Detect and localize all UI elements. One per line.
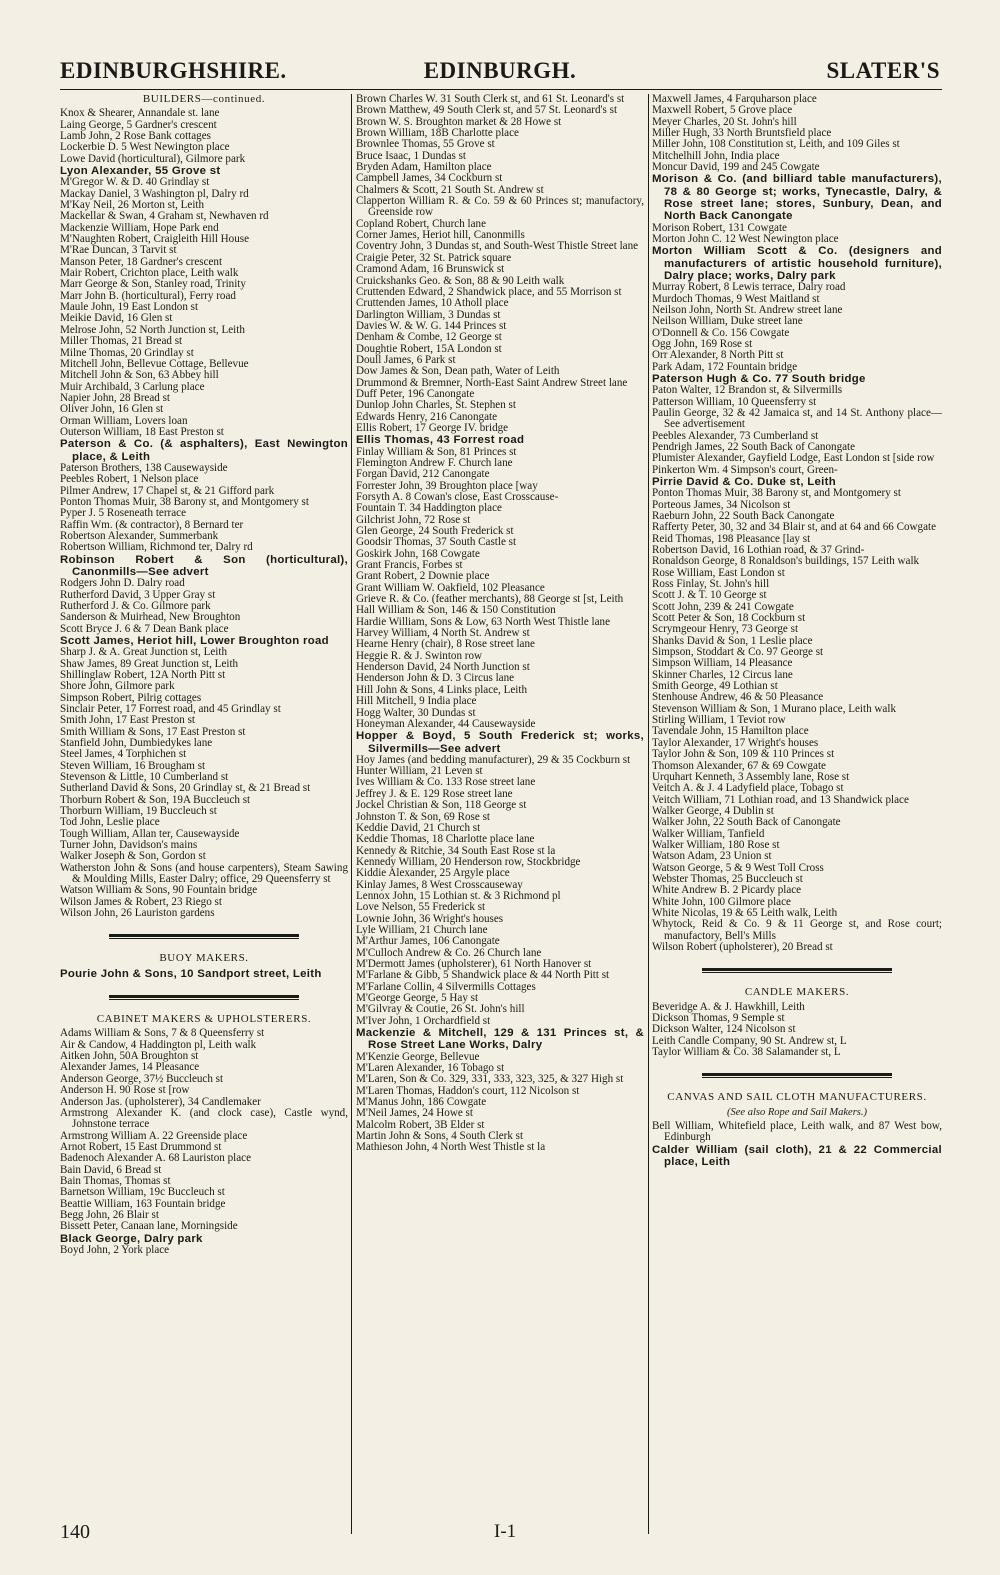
directory-entry: Moncur David, 199 and 245 Cowgate — [652, 161, 820, 174]
directory-entry-featured: Morton William Scott & Co. (designers and manufacturers of artistic household furniture), Dalry place; works, Dalry park — [652, 245, 942, 282]
directory-entry: Mair Robert, Crichton place, Leith walk — [60, 267, 239, 280]
directory-entry: Reid Thomas, 198 Pleasance [lay st — [652, 532, 811, 545]
directory-entry: Bell William, Whitefield place, Leith walk, and 87 West bow, Edinburgh — [652, 1120, 942, 1144]
directory-entry: Mitchell John, Bellevue Cottage, Bellevue — [60, 357, 249, 370]
directory-entry: Bain Thomas, Thomas st — [60, 1174, 171, 1187]
directory-entry: Grant William W. Oakfield, 102 Pleasance — [356, 581, 545, 594]
directory-entry: Dunlop John Charles, St. Stephen st — [356, 399, 516, 412]
directory-entry: Simpson, Stoddart & Co. 97 George st — [652, 646, 824, 659]
directory-entry: Robertson David, 16 Lothian road, & 37 Grind- — [652, 543, 865, 556]
directory-entry: Beveridge A. & J. Hawkhill, Leith — [652, 1000, 805, 1013]
directory-entry: Thorburn William, 19 Buccleuch st — [60, 805, 217, 818]
directory-entry: M'Laren, Son & Co. 329, 331, 333, 323, 325, & 327 High st — [356, 1073, 624, 1086]
header-right: SLATER'S — [826, 58, 940, 83]
directory-entry: Doull James, 6 Park st — [356, 353, 456, 366]
directory-entry: Duff Peter, 196 Canongate — [356, 387, 475, 400]
section-divider — [109, 934, 299, 939]
directory-entry: White John, 100 Gilmore place — [652, 895, 791, 908]
directory-entry: Watherston John & Sons (and house carpenters), Steam Sawing & Moulding Mills, Easter Dalry; office, 29 Queensferry st — [60, 861, 348, 886]
directory-entry: Mackay Daniel, 3 Washington pl, Dalry rd — [60, 187, 249, 200]
directory-entry: Forgan David, 212 Canongate — [356, 468, 490, 481]
directory-entry: Stevenson William & Son, 1 Murano place, Leith walk — [652, 702, 896, 715]
directory-entry: O'Donnell & Co. 156 Cowgate — [652, 326, 790, 339]
directory-entry: Ponton Thomas Muir, 38 Barony st, and Montgomery st — [60, 495, 309, 508]
directory-entry: Orman William, Lovers loan — [60, 414, 188, 427]
directory-entry: Kennedy William, 20 Henderson row, Stockbridge — [356, 855, 581, 868]
directory-entry: Johnston T. & Son, 69 Rose st — [356, 810, 490, 823]
directory-entry: M'Dermott James (upholsterer), 61 North Hanover st — [356, 957, 592, 970]
directory-entry: Heggie R. & J. Swinton row — [356, 649, 483, 662]
directory-entry: Scott John, 239 & 241 Cowgate — [652, 600, 794, 613]
directory-entry: Walker Joseph & Son, Gordon st — [60, 850, 206, 863]
directory-entry: Plumister Alexander, Gayfield Lodge, East London st [side row — [652, 452, 935, 465]
directory-entry: Hearne Henry (chair), 8 Rose street lane — [356, 638, 535, 651]
directory-entry: White Nicolas, 19 & 65 Leith walk, Leith — [652, 906, 838, 919]
directory-entry: Pendrigh James, 22 South Back of Canongate — [652, 440, 856, 453]
directory-entry: Lockerbie D. 5 West Newington place — [60, 141, 230, 154]
directory-entry: Harvey William, 4 North St. Andrew st — [356, 627, 530, 640]
directory-entry: Henderson John & D. 3 Circus lane — [356, 672, 515, 685]
directory-entry: Miller Thomas, 21 Bread st — [60, 335, 183, 348]
directory-entry: Veitch A. & J. 4 Ladyfield place, Tobago st — [652, 782, 844, 795]
directory-entry: Melrose John, 52 North Junction st, Leith — [60, 323, 245, 336]
directory-entry: Shillinglaw Robert, 12A North Pitt st — [60, 668, 226, 681]
directory-entry: Boyd John, 2 York place — [60, 1243, 170, 1256]
directory-entry: Thorburn Robert & Son, 19A Buccleuch st — [60, 793, 251, 806]
directory-entry: Ronaldson George, 8 Ronaldson's buildings, 157 Leith walk — [652, 555, 920, 568]
directory-entry: Brown Matthew, 49 South Clerk st, and 57 St. Leonard's st — [356, 104, 618, 117]
directory-entry: Mitchelhill John, India place — [652, 149, 780, 162]
directory-entry: Leith Candle Company, 90 St. Andrew st, L — [652, 1034, 847, 1047]
directory-entry: Wilson John, 26 Lauriston gardens — [60, 907, 215, 920]
directory-entry: Flemington Andrew F. Church lane — [356, 456, 513, 469]
directory-entry: Raffin Wm. (& contractor), 8 Bernard ter — [60, 518, 244, 531]
directory-entry: Simpson Robert, Pilrig cottages — [60, 691, 202, 704]
directory-entry: Robertson William, Richmond ter, Dalry rd — [60, 541, 253, 554]
directory-entry: Adams William & Sons, 7 & 8 Queensferry st — [60, 1027, 265, 1040]
directory-entry: Bryden Adam, Hamilton place — [356, 161, 492, 174]
directory-entry: Whytock, Reid & Co. 9 & 11 George st, and Rose court; manufactory, Bell's Mills — [652, 918, 942, 942]
directory-entry: Park Adam, 172 Fountain bridge — [652, 360, 798, 373]
directory-entry: Shanks David & Son, 1 Leslie place — [652, 634, 813, 647]
column-rule — [351, 94, 352, 1534]
directory-entry: Chalmers & Scott, 21 South St. Andrew st — [356, 183, 544, 196]
directory-entry: Outerson William, 18 East Preston st — [60, 425, 224, 438]
directory-entry: Meyer Charles, 20 St. John's hill — [652, 115, 797, 128]
directory-entry: Keddie Thomas, 18 Charlotte place lane — [356, 833, 535, 846]
directory-entry: Armstrong William A. 22 Greenside place — [60, 1129, 248, 1142]
directory-entry: Beattie William, 163 Fountain bridge — [60, 1197, 226, 1210]
directory-entry: M'George George, 5 Hay st — [356, 992, 479, 1005]
directory-entry: Martin John & Sons, 4 South Clerk st — [356, 1130, 524, 1143]
directory-entry: Hill Mitchell, 9 India place — [356, 695, 477, 708]
directory-entry: Mackenzie William, Hope Park end — [60, 221, 219, 234]
directory-entry: Smith William & Sons, 17 East Preston st — [60, 725, 246, 738]
directory-entry: Grant Robert, 2 Downie place — [356, 570, 490, 583]
directory-entry: Rutherford David, 3 Upper Gray st — [60, 588, 216, 601]
directory-entry: Arnot Robert, 15 East Drummond st — [60, 1140, 222, 1153]
directory-entry-featured: Mackenzie & Mitchell, 129 & 131 Princes st, & Rose Street Lane Works, Dalry — [356, 1027, 644, 1052]
directory-entry-featured: Calder William (sail cloth), 21 & 22 Commercial place, Leith — [652, 1143, 942, 1169]
directory-entry: M'Manus John, 186 Cowgate — [356, 1096, 487, 1109]
directory-entry: Lownie John, 36 Wright's houses — [356, 912, 504, 925]
directory-entry: Milne Thomas, 20 Grindlay st — [60, 346, 194, 359]
directory-entry: Kinlay James, 8 West Crosscauseway — [356, 878, 523, 891]
directory-entry: Walker William, 180 Rose st — [652, 838, 780, 851]
directory-entry: Lamb John, 2 Rose Bank cottages — [60, 130, 211, 143]
directory-entry: Peebles Robert, 1 Nelson place — [60, 473, 199, 486]
directory-entry: M'Laren Thomas, Haddon's court, 112 Nicolson st — [356, 1084, 580, 1097]
directory-entry: Badenoch Alexander A. 68 Lauriston place — [60, 1152, 251, 1165]
directory-entry: Mathieson John, 4 North West Thistle st la — [356, 1141, 546, 1154]
directory-entry: Dow James & Son, Dean path, Water of Leith — [356, 365, 560, 378]
directory-entry: Lyle William, 21 Church lane — [356, 923, 488, 936]
directory-entry: Patterson William, 10 Queensferry st — [652, 395, 817, 408]
directory-entry: Doughtie Robert, 15A London st — [356, 342, 502, 355]
directory-entry: Brown W. S. Broughton market & 28 Howe st — [356, 115, 562, 128]
section-divider — [702, 1073, 892, 1078]
directory-entry: Stirling William, 1 Teviot row — [652, 714, 786, 727]
directory-entry: Skinner Charles, 12 Circus lane — [652, 668, 793, 681]
directory-entry: Smith John, 17 East Preston st — [60, 714, 195, 727]
directory-entry-featured: Scott James, Heriot hill, Lower Broughton road — [60, 634, 329, 647]
directory-entry: Brown Charles W. 31 South Clerk st, and 61 St. Leonard's st — [356, 93, 625, 105]
directory-entry: Henderson David, 24 North Junction st — [356, 661, 530, 674]
directory-entry: Neilson John, North St. Andrew street lane — [652, 303, 843, 316]
directory-entry: M'Gilvray & Coutie, 26 St. John's hill — [356, 1003, 525, 1016]
directory-entry: Keddie David, 21 Church st — [356, 821, 481, 834]
directory-entry: Porteous James, 34 Nicolson st — [652, 498, 791, 511]
directory-entry: Aitken John, 50A Broughton st — [60, 1050, 199, 1063]
directory-entry: Dickson Walter, 124 Nicolson st — [652, 1023, 796, 1036]
directory-entry: Kiddie Alexander, 25 Argyle place — [356, 867, 510, 880]
directory-entry-featured: Black George, Dalry park — [60, 1232, 203, 1245]
directory-entry: Fountain T. 34 Haddington place — [356, 502, 502, 515]
directory-entry: Craigie Peter, 32 St. Patrick square — [356, 251, 512, 264]
directory-entry: Hoy James (and bedding manufacturer), 29 & 35 Cockburn st — [356, 753, 631, 766]
directory-entry: Walker George, 4 Dublin st — [652, 804, 774, 817]
directory-entry: Morton John C. 12 West Newington place — [652, 232, 839, 245]
directory-entry: Cruttenden James, 10 Atholl place — [356, 297, 509, 310]
directory-entry: Urquhart Kenneth, 3 Assembly lane, Rose st — [652, 770, 850, 783]
directory-entry-featured: Pirrie David & Co. Duke st, Leith — [652, 475, 836, 488]
directory-entry: Shaw James, 89 Great Junction st, Leith — [60, 657, 239, 670]
directory-entry: Campbell James, 34 Cockburn st — [356, 172, 503, 185]
directory-entry: Marr George & Son, Stanley road, Trinity — [60, 278, 246, 291]
directory-entry: Robertson Alexander, Summerbank — [60, 529, 219, 542]
directory-entry: Mackellar & Swan, 4 Graham st, Newhaven rd — [60, 210, 269, 223]
section-heading: BUILDERS—continued. — [142, 93, 266, 105]
directory-entry: M'Rae Duncan, 3 Tarvit st — [60, 244, 177, 257]
column-3 — [652, 94, 942, 1168]
directory-entry: Kennedy & Ritchie, 34 South East Rose st la — [356, 844, 556, 857]
header-rule — [60, 89, 942, 90]
directory-entry: Anderson George, 37½ Buccleuch st — [60, 1072, 224, 1085]
section-heading: BUOY MAKERS. — [159, 952, 249, 965]
directory-entry: Gilchrist John, 72 Rose st — [356, 513, 471, 526]
directory-entry: M'Kay Neil, 26 Morton st, Leith — [60, 199, 205, 212]
directory-entry: M'Naughten Robert, Craigleith Hill House — [60, 233, 250, 246]
directory-entry: Oliver John, 16 Glen st — [60, 403, 164, 416]
directory-entry: Stenhouse Andrew, 46 & 50 Pleasance — [652, 691, 824, 704]
directory-entry: Begg John, 26 Blair st — [60, 1208, 159, 1221]
directory-entry: Honeyman Alexander, 44 Causewayside — [356, 717, 536, 730]
directory-entry: Goodsir Thomas, 37 South Castle st — [356, 536, 517, 549]
directory-entry: Hunter William, 21 Leven st — [356, 765, 483, 778]
directory-entry: Drummond & Bremner, North-East Saint Andrew Street lane — [356, 376, 628, 389]
directory-entry: Sharp J. & A. Great Junction st, Leith — [60, 646, 228, 659]
directory-entry: M'Neil James, 24 Howe st — [356, 1107, 473, 1120]
directory-entry: Sutherland David & Sons, 20 Grindlay st, & 21 Bread st — [60, 782, 311, 795]
directory-entry: M'Culloch Andrew & Co. 26 Church lane — [356, 946, 542, 959]
directory-entry: M'Kenzie George, Bellevue — [356, 1050, 480, 1063]
header-center: EDINBURGH. — [423, 58, 577, 83]
directory-entry: Darlington William, 3 Dundas st — [356, 308, 501, 321]
directory-entry-featured: Morison & Co. (and billiard table manufacturers), 78 & 80 George st; works, Tynecastle, Dalry, & Rose street lane; stores, Sunbury, Dean, and North Back Canongate — [652, 173, 942, 223]
directory-entry: Sinclair Peter, 17 Forrest road, and 45 Grindlay st — [60, 702, 281, 715]
directory-entry: Grieve R. & Co. (feather merchants), 88 George st [st, Leith — [356, 593, 624, 606]
directory-entry: Watson William & Sons, 90 Fountain bridge — [60, 884, 258, 897]
directory-entry: Armstrong Alexander K. (and clock case), Castle wynd, Johnstone terrace — [60, 1106, 348, 1131]
directory-entry: Manson Peter, 18 Gardner's crescent — [60, 255, 223, 268]
directory-entry: Goskirk John, 168 Cowgate — [356, 547, 480, 560]
directory-entry: Pinkerton Wm. 4 Simpson's court, Green- — [652, 463, 838, 476]
directory-entry: Jockel Christian & Son, 118 George st — [356, 799, 527, 812]
directory-entry: Dickson Thomas, 9 Semple st — [652, 1012, 785, 1025]
header-left: EDINBURGHSHIRE. — [60, 58, 287, 83]
directory-entry: Muir Archibald, 3 Carlung place — [60, 380, 205, 393]
section-divider — [109, 995, 299, 1000]
directory-entry: Laing George, 5 Gardner's crescent — [60, 118, 217, 131]
directory-entry: Hogg Walter, 30 Dundas st — [356, 706, 476, 719]
directory-entry: Knox & Shearer, Annandale st. lane — [60, 107, 220, 120]
directory-entry: Hardie William, Sons & Low, 63 North West Thistle lane — [356, 615, 610, 628]
directory-entry: Grant Francis, Forbes st — [356, 559, 463, 572]
directory-entry: Bruce Isaac, 1 Dundas st — [356, 149, 466, 162]
directory-entry: Corner James, Heriot hill, Canonmills — [356, 229, 525, 242]
directory-entry: Napier John, 28 Bread st — [60, 391, 170, 404]
directory-entry: Murdoch Thomas, 9 West Maitland st — [652, 292, 820, 305]
directory-entry: Tavendale John, 15 Hamilton place — [652, 725, 809, 738]
directory-entry: Taylor William & Co. 38 Salamander st, L — [652, 1046, 841, 1059]
directory-entry: M'Farlane & Gibb, 5 Shandwick place & 44 North Pitt st — [356, 969, 610, 982]
directory-entry: Glen George, 24 South Frederick st — [356, 525, 514, 538]
directory-entry: M'Farlane Collin, 4 Silvermills Cottages — [356, 980, 536, 993]
directory-entry: Morison Robert, 131 Cowgate — [652, 221, 787, 234]
directory-entry: Stanfield John, Dumbiedykes lane — [60, 736, 213, 749]
directory-entry: Lennox John, 15 Lothian st. & 3 Richmond pl — [356, 889, 561, 902]
directory-entry: M'Laren Alexander, 16 Tobago st — [356, 1061, 505, 1074]
directory-entry: Clapperton William R. & Co. 59 & 60 Princes st; manufactory, Greenside row — [356, 195, 644, 219]
section-heading: CANVAS AND SAIL CLOTH MANUFACTURERS. — [667, 1091, 927, 1104]
directory-entry: Wilson James & Robert, 23 Riego st — [60, 895, 222, 908]
directory-entry: Miller Hugh, 33 North Bruntsfield place — [652, 127, 832, 140]
directory-entry: Paterson Brothers, 138 Causewayside — [60, 461, 228, 474]
section-heading: CABINET MAKERS & UPHOLSTERERS. — [96, 1013, 312, 1026]
directory-entry: Forrester John, 39 Broughton place [way — [356, 479, 538, 492]
directory-entry: Barnetson William, 19c Buccleuch st — [60, 1186, 225, 1199]
directory-entry: Sanderson & Muirhead, New Broughton — [60, 611, 241, 624]
directory-entry: Lowe David (horticultural), Gilmore park — [60, 152, 246, 165]
directory-entry: Marr John B. (horticultural), Ferry road — [60, 289, 236, 302]
directory-entry: White Andrew B. 2 Picardy place — [652, 884, 802, 897]
directory-entry: Bissett Peter, Canaan lane, Morningside — [60, 1220, 238, 1233]
directory-entry: Copland Robert, Church lane — [356, 217, 487, 230]
directory-entry: Davies W. & W. G. 144 Princes st — [356, 319, 507, 332]
directory-entry: Cruttenden Edward, 2 Shandwick place, and 55 Morrison st — [356, 285, 622, 298]
directory-entry: Wilson Robert (upholsterer), 20 Bread st — [652, 941, 833, 954]
directory-entry-featured: Hopper & Boyd, 5 South Frederick st; works, Silvermills—See advert — [356, 730, 644, 755]
directory-entry-featured: Robinson Robert & Son (horticultural), Canonmills—See advert — [60, 553, 348, 578]
directory-entry: M'Gregor W. & D. 40 Grindlay st — [60, 176, 210, 189]
directory-entry: M'Arthur James, 106 Canongate — [356, 935, 500, 948]
directory-entry: Simpson William, 14 Pleasance — [652, 657, 793, 670]
directory-entry: Watson Adam, 23 Union st — [652, 850, 772, 863]
directory-entry: Ross Finlay, St. John's hill — [652, 578, 770, 591]
directory-entry: Scott J. & T. 10 George st — [652, 589, 767, 602]
directory-entry: Orr Alexander, 8 North Pitt st — [652, 349, 784, 362]
directory-entry: Denham & Combe, 12 George st — [356, 331, 502, 344]
directory-entry: Bain David, 6 Bread st — [60, 1163, 162, 1176]
directory-entry: Tod John, Leslie place — [60, 816, 160, 829]
directory-entry: Pyper J. 5 Roseneath terrace — [60, 507, 186, 520]
directory-entry: Turner John, Davidson's mains — [60, 839, 198, 852]
directory-entry-featured: Lyon Alexander, 55 Grove st — [60, 165, 221, 178]
directory-entry: Jeffrey J. & E. 129 Rose street lane — [356, 787, 513, 800]
directory-entry: Shore John, Gilmore park — [60, 680, 175, 693]
directory-entry: Taylor Alexander, 17 Wright's houses — [652, 736, 819, 749]
column-2 — [356, 94, 644, 1154]
directory-entry: Taylor John & Son, 109 & 110 Princes st — [652, 748, 835, 761]
directory-entry: Maxwell Robert, 5 Grove place — [652, 104, 793, 117]
directory-entry: Cramond Adam, 16 Brunswick st — [356, 263, 505, 276]
directory-entry: Rutherford J. & Co. Gilmore park — [60, 599, 211, 612]
directory-entry: Ogg John, 169 Rose st — [652, 337, 753, 350]
directory-entry: Meikie David, 16 Glen st — [60, 312, 173, 325]
directory-entry: Tough William, Allan ter, Causewayside — [60, 827, 240, 840]
directory-entry: Mitchell John & Son, 63 Abbey hill — [60, 369, 219, 382]
directory-entry: Hall William & Son, 146 & 150 Constitution — [356, 604, 556, 617]
directory-entry-featured: Paterson & Co. (& asphalters), East Newington place, & Leith — [60, 438, 348, 463]
directory-entry: Cruickshanks Geo. & Son, 88 & 90 Leith walk — [356, 274, 565, 287]
directory-entry: Edwards Henry, 216 Canongate — [356, 410, 497, 423]
directory-entry: Coventry John, 3 Dundas st, and South-West Thistle Street lane — [356, 240, 639, 253]
directory-entry: Smith George, 49 Lothian st — [652, 680, 778, 693]
directory-entry: Webster Thomas, 25 Buccleuch st — [652, 872, 803, 885]
directory-entry: Finlay William & Son, 81 Princes st — [356, 445, 517, 458]
directory-entry: Miller John, 108 Constitution st, Leith, and 109 Giles st — [652, 138, 900, 151]
directory-entry: Scott Peter & Son, 18 Cockburn st — [652, 612, 806, 625]
directory-entry: Maxwell James, 4 Farquharson place — [652, 93, 817, 105]
directory-entry: Murray Robert, 8 Lewis terrace, Dalry road — [652, 281, 846, 294]
page-number: 140 — [60, 1521, 90, 1543]
directory-entry: Air & Candow, 4 Haddington pl, Leith walk — [60, 1038, 257, 1051]
directory-entry: Walker John, 22 South Back of Canongate — [652, 816, 841, 829]
section-heading: CANDLE MAKERS. — [744, 986, 850, 999]
directory-entry: Steven William, 16 Brougham st — [60, 759, 206, 772]
directory-entry: Stevenson & Little, 10 Cumberland st — [60, 771, 229, 783]
section-divider — [702, 968, 892, 973]
directory-entry: Steel James, 4 Torphichen st — [60, 748, 187, 761]
directory-entry: Watson George, 5 & 9 West Toll Cross — [652, 861, 824, 874]
directory-entry: Veitch William, 71 Lothian road, and 13 Shandwick place — [652, 793, 909, 806]
directory-entry: Rose William, East London st — [652, 566, 785, 579]
directory-entry: Rodgers John D. Dalry road — [60, 577, 185, 590]
running-head — [60, 58, 940, 88]
directory-entry: Pilmer Andrew, 17 Chapel st, & 21 Gifford park — [60, 484, 275, 497]
directory-entry: Ellis Robert, 17 George IV. bridge — [356, 421, 509, 434]
column-rule — [648, 94, 649, 1534]
section-note: (See also Rope and Sail Makers.) — [727, 1106, 867, 1118]
directory-entry: Rafferty Peter, 30, 32 and 34 Blair st, and at 64 and 66 Cowgate — [652, 521, 937, 534]
directory-entry: Forsyth A. 8 Cowan's close, East Crosscause- — [356, 490, 559, 503]
directory-entry: Scrymgeour Henry, 73 George st — [652, 623, 799, 636]
directory-entry: Paton Walter, 12 Brandon st, & Silvermills — [652, 384, 843, 397]
directory-entry: M'Iver John, 1 Orchardfield st — [356, 1014, 491, 1027]
directory-entry: Alexander James, 14 Pleasance — [60, 1061, 200, 1074]
directory-entry-featured: Paterson Hugh & Co. 77 South bridge — [652, 372, 866, 385]
directory-entry: Thomson Alexander, 67 & 69 Cowgate — [652, 759, 826, 772]
directory-entry: Paulin George, 32 & 42 Jamaica st, and 14 St. Anthony place—See advertisement — [652, 406, 942, 431]
directory-entry: Maule John, 19 East London st — [60, 301, 199, 314]
directory-entry: Scott Bryce J. 6 & 7 Dean Bank place — [60, 622, 229, 635]
directory-entry: Brown William, 18B Charlotte place — [356, 127, 519, 140]
directory-entry: Walker William, Tanfield — [652, 827, 765, 840]
directory-entry-featured: Ellis Thomas, 43 Forrest road — [356, 434, 525, 447]
directory-entry: Malcolm Robert, 3B Elder st — [356, 1118, 485, 1131]
directory-entry: Anderson H. 90 Rose st [row — [60, 1084, 190, 1097]
column-1 — [60, 94, 348, 1256]
directory-entry: Hill John & Sons, 4 Links place, Leith — [356, 683, 528, 696]
directory-entry: Anderson Jas. (upholsterer), 34 Candlemaker — [60, 1095, 261, 1108]
directory-entry: Raeburn John, 22 South Back Canongate — [652, 509, 835, 522]
directory-entry: Neilson William, Duke street lane — [652, 315, 803, 328]
directory-entry: Ponton Thomas Muir, 38 Barony st, and Montgomery st — [652, 487, 901, 500]
directory-entry: Peebles Alexander, 73 Cumberland st — [652, 429, 819, 442]
directory-entry: Brownlee Thomas, 55 Grove st — [356, 138, 495, 151]
directory-entry: Love Nelson, 55 Frederick st — [356, 901, 486, 914]
signature-mark: I-1 — [494, 1521, 517, 1542]
directory-entry-featured: Pourie John & Sons, 10 Sandport street, Leith — [60, 967, 322, 980]
directory-entry: Ives William & Co. 133 Rose street lane — [356, 776, 536, 789]
